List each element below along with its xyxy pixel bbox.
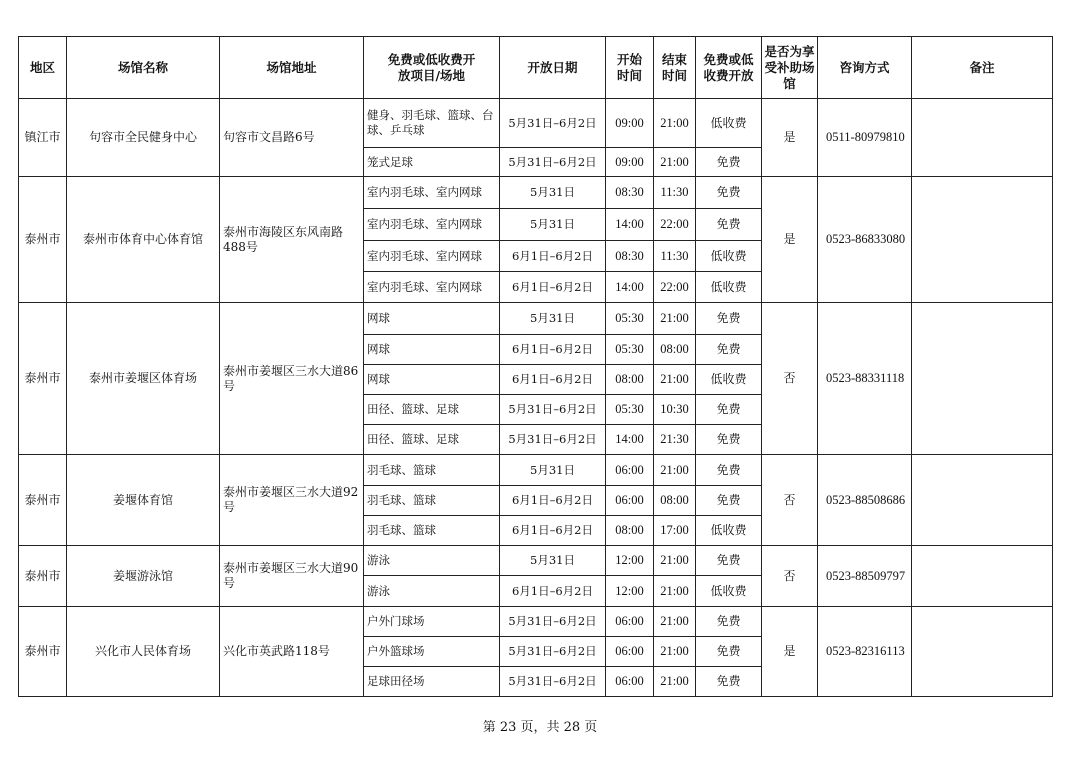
open-item-cell: 户外门球场 <box>364 607 500 637</box>
region-cell: 泰州市 <box>19 546 67 607</box>
fee-type-cell: 免费 <box>696 425 762 455</box>
fee-type-cell: 低收费 <box>696 365 762 395</box>
table-row <box>19 607 1053 637</box>
table-row <box>19 303 1053 335</box>
fee-type-cell: 免费 <box>696 607 762 637</box>
subsidy-cell: 是 <box>762 177 818 303</box>
header-region: 地区 <box>19 37 67 99</box>
header-address: 场馆地址 <box>220 37 364 99</box>
end-time-cell: 17:00 <box>654 516 696 546</box>
contact-cell: 0523-88331118 <box>818 303 912 455</box>
table-row <box>19 177 1053 209</box>
header-remark: 备注 <box>912 37 1053 99</box>
end-time-cell: 08:00 <box>654 486 696 516</box>
subsidy-cell: 否 <box>762 303 818 455</box>
end-time-cell: 21:00 <box>654 637 696 667</box>
venue-address-cell: 泰州市姜堰区三水大道92号 <box>220 455 364 546</box>
open-date-cell: 6月1日–6月2日 <box>500 241 606 272</box>
open-item-cell: 游泳 <box>364 576 500 607</box>
start-time-cell: 14:00 <box>606 209 654 241</box>
fee-type-cell: 免费 <box>696 209 762 241</box>
venue-address-cell: 泰州市姜堰区三水大道90号 <box>220 546 364 607</box>
start-time-cell: 09:00 <box>606 148 654 177</box>
venue-address-cell: 泰州市姜堰区三水大道86号 <box>220 303 364 455</box>
venue-schedule-table <box>18 36 1053 697</box>
end-time-cell: 21:00 <box>654 667 696 697</box>
end-time-cell: 08:00 <box>654 335 696 365</box>
end-time-cell: 11:30 <box>654 177 696 209</box>
venue-address-cell: 泰州市海陵区东风南路488号 <box>220 177 364 303</box>
start-time-cell: 14:00 <box>606 425 654 455</box>
start-time-cell: 06:00 <box>606 607 654 637</box>
open-date-cell: 5月31日 <box>500 303 606 335</box>
start-time-cell: 14:00 <box>606 272 654 303</box>
header-contact: 咨询方式 <box>818 37 912 99</box>
open-item-cell: 羽毛球、篮球 <box>364 516 500 546</box>
start-time-cell: 08:30 <box>606 177 654 209</box>
fee-type-cell: 免费 <box>696 303 762 335</box>
start-time-cell: 08:00 <box>606 516 654 546</box>
open-item-cell: 室内羽毛球、室内网球 <box>364 177 500 209</box>
subsidy-cell: 是 <box>762 99 818 177</box>
contact-cell: 0523-86833080 <box>818 177 912 303</box>
start-time-cell: 08:30 <box>606 241 654 272</box>
open-date-cell: 5月31日–6月2日 <box>500 395 606 425</box>
start-time-cell: 06:00 <box>606 637 654 667</box>
header-item: 免费或低收费开放项目/场地 <box>364 37 500 99</box>
open-item-cell: 羽毛球、篮球 <box>364 486 500 516</box>
header-fee: 免费或低收费开放 <box>696 37 762 99</box>
venue-name-cell: 姜堰游泳馆 <box>67 546 220 607</box>
region-cell: 泰州市 <box>19 303 67 455</box>
open-item-cell: 网球 <box>364 303 500 335</box>
end-time-cell: 21:00 <box>654 303 696 335</box>
table-body <box>19 99 1053 697</box>
end-time-cell: 21:00 <box>654 576 696 607</box>
open-item-cell: 健身、羽毛球、篮球、台球、乒乓球 <box>364 99 500 148</box>
end-time-cell: 22:00 <box>654 209 696 241</box>
open-date-cell: 5月31日 <box>500 546 606 576</box>
fee-type-cell: 低收费 <box>696 576 762 607</box>
open-date-cell: 5月31日–6月2日 <box>500 148 606 177</box>
page-footer <box>0 716 1080 735</box>
fee-type-cell: 免费 <box>696 486 762 516</box>
fee-type-cell: 低收费 <box>696 516 762 546</box>
remark-cell <box>912 546 1053 607</box>
fee-type-cell: 低收费 <box>696 241 762 272</box>
fee-type-cell: 免费 <box>696 455 762 486</box>
open-item-cell: 笼式足球 <box>364 148 500 177</box>
start-time-cell: 05:30 <box>606 395 654 425</box>
contact-cell: 0523-88509797 <box>818 546 912 607</box>
open-date-cell: 5月31日–6月2日 <box>500 667 606 697</box>
end-time-cell: 21:00 <box>654 607 696 637</box>
subsidy-cell: 否 <box>762 546 818 607</box>
open-item-cell: 室内羽毛球、室内网球 <box>364 241 500 272</box>
open-date-cell: 5月31日–6月2日 <box>500 99 606 148</box>
start-time-cell: 06:00 <box>606 486 654 516</box>
fee-type-cell: 免费 <box>696 335 762 365</box>
start-time-cell: 05:30 <box>606 335 654 365</box>
open-date-cell: 6月1日–6月2日 <box>500 486 606 516</box>
remark-cell <box>912 303 1053 455</box>
start-time-cell: 08:00 <box>606 365 654 395</box>
remark-cell <box>912 177 1053 303</box>
venue-name-cell: 姜堰体育馆 <box>67 455 220 546</box>
subsidy-cell: 否 <box>762 455 818 546</box>
open-date-cell: 6月1日–6月2日 <box>500 272 606 303</box>
end-time-cell: 21:00 <box>654 455 696 486</box>
open-item-cell: 足球田径场 <box>364 667 500 697</box>
remark-cell <box>912 455 1053 546</box>
header-end: 结束时间 <box>654 37 696 99</box>
region-cell: 泰州市 <box>19 607 67 697</box>
open-date-cell: 6月1日–6月2日 <box>500 576 606 607</box>
table-row <box>19 99 1053 148</box>
venue-name-cell: 泰州市姜堰区体育场 <box>67 303 220 455</box>
fee-type-cell: 免费 <box>696 177 762 209</box>
header-start: 开始时间 <box>606 37 654 99</box>
region-cell: 泰州市 <box>19 177 67 303</box>
fee-type-cell: 低收费 <box>696 272 762 303</box>
open-date-cell: 5月31日–6月2日 <box>500 637 606 667</box>
venue-address-cell: 句容市文昌路6号 <box>220 99 364 177</box>
start-time-cell: 12:00 <box>606 546 654 576</box>
fee-type-cell: 免费 <box>696 667 762 697</box>
fee-type-cell: 免费 <box>696 546 762 576</box>
region-cell: 镇江市 <box>19 99 67 177</box>
contact-cell: 0523-82316113 <box>818 607 912 697</box>
open-item-cell: 田径、篮球、足球 <box>364 395 500 425</box>
end-time-cell: 21:00 <box>654 365 696 395</box>
end-time-cell: 21:30 <box>654 425 696 455</box>
end-time-cell: 22:00 <box>654 272 696 303</box>
open-date-cell: 5月31日 <box>500 455 606 486</box>
open-date-cell: 5月31日–6月2日 <box>500 607 606 637</box>
header-subsidy: 是否为享受补助场馆 <box>762 37 818 99</box>
end-time-cell: 21:00 <box>654 99 696 148</box>
open-item-cell: 户外篮球场 <box>364 637 500 667</box>
fee-type-cell: 低收费 <box>696 99 762 148</box>
open-date-cell: 6月1日–6月2日 <box>500 516 606 546</box>
open-item-cell: 室内羽毛球、室内网球 <box>364 272 500 303</box>
page-number: 第 23 页，共 28 页 <box>482 720 598 735</box>
open-item-cell: 网球 <box>364 365 500 395</box>
open-date-cell: 5月31日 <box>500 209 606 241</box>
contact-cell: 0511-80979810 <box>818 99 912 177</box>
venue-name-cell: 兴化市人民体育场 <box>67 607 220 697</box>
open-date-cell: 6月1日–6月2日 <box>500 335 606 365</box>
venue-address-cell: 兴化市英武路118号 <box>220 607 364 697</box>
start-time-cell: 06:00 <box>606 455 654 486</box>
table-header <box>19 37 1053 99</box>
remark-cell <box>912 99 1053 177</box>
start-time-cell: 12:00 <box>606 576 654 607</box>
end-time-cell: 10:30 <box>654 395 696 425</box>
open-date-cell: 6月1日–6月2日 <box>500 365 606 395</box>
open-date-cell: 5月31日 <box>500 177 606 209</box>
start-time-cell: 05:30 <box>606 303 654 335</box>
fee-type-cell: 免费 <box>696 395 762 425</box>
header-venue: 场馆名称 <box>67 37 220 99</box>
table-row <box>19 455 1053 486</box>
end-time-cell: 21:00 <box>654 546 696 576</box>
remark-cell <box>912 607 1053 697</box>
start-time-cell: 06:00 <box>606 667 654 697</box>
start-time-cell: 09:00 <box>606 99 654 148</box>
open-item-cell: 羽毛球、篮球 <box>364 455 500 486</box>
header-date: 开放日期 <box>500 37 606 99</box>
venue-name-cell: 句容市全民健身中心 <box>67 99 220 177</box>
contact-cell: 0523-88508686 <box>818 455 912 546</box>
open-item-cell: 网球 <box>364 335 500 365</box>
subsidy-cell: 是 <box>762 607 818 697</box>
header-row <box>19 37 1053 99</box>
end-time-cell: 11:30 <box>654 241 696 272</box>
fee-type-cell: 免费 <box>696 148 762 177</box>
open-item-cell: 室内羽毛球、室内网球 <box>364 209 500 241</box>
venue-name-cell: 泰州市体育中心体育馆 <box>67 177 220 303</box>
region-cell: 泰州市 <box>19 455 67 546</box>
open-item-cell: 游泳 <box>364 546 500 576</box>
end-time-cell: 21:00 <box>654 148 696 177</box>
table-row <box>19 546 1053 576</box>
open-date-cell: 5月31日–6月2日 <box>500 425 606 455</box>
open-item-cell: 田径、篮球、足球 <box>364 425 500 455</box>
fee-type-cell: 免费 <box>696 637 762 667</box>
